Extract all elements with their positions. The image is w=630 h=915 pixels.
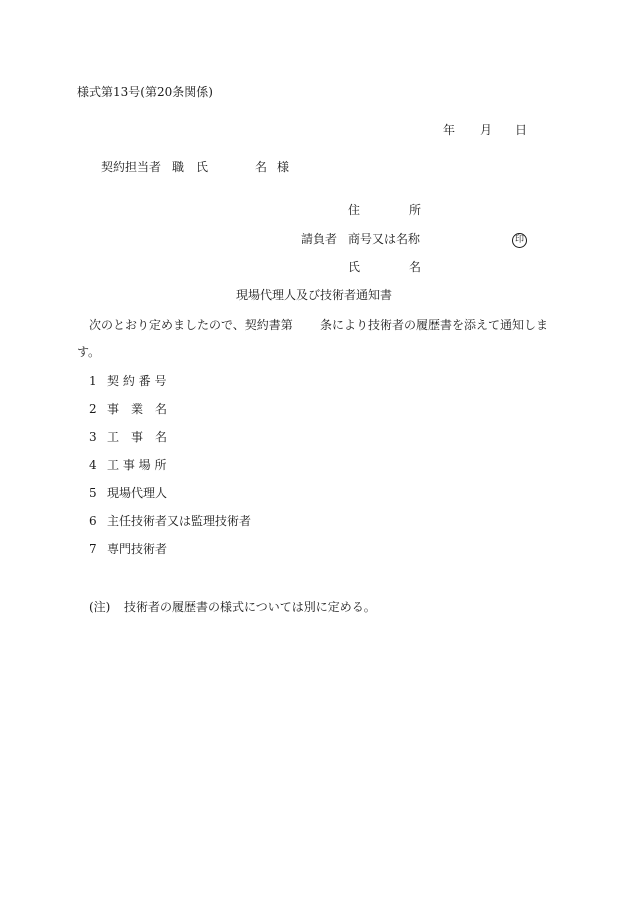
address-label-a: 住 — [348, 203, 361, 217]
body-line2: す。 — [77, 345, 101, 359]
date-year-label: 年 — [443, 123, 456, 137]
name-label-b: 名 — [409, 260, 422, 274]
addressee-mei: 名 — [255, 160, 268, 174]
document-title: 現場代理人及び技術者通知書 — [236, 288, 393, 302]
trade-name-label: 商号又は名称 — [348, 232, 421, 246]
body-line1-a: 次のとおり定めましたので、契約書第 — [89, 318, 293, 332]
list-item-label: 専門技術者 — [107, 542, 168, 556]
note-text: 技術者の履歴書の様式については別に定める。 — [124, 600, 376, 614]
list-item-label: 主任技術者又は監理技術者 — [107, 514, 252, 528]
note-mark: (注) — [89, 600, 111, 614]
list-item-number: 1 — [89, 374, 97, 388]
list-item-number: 3 — [89, 430, 97, 444]
addressee-honorific: 様 — [277, 160, 290, 174]
addressee-role: 契約担当者 — [101, 160, 162, 174]
date-month-label: 月 — [480, 123, 493, 137]
contractor-label: 請負者 — [301, 232, 338, 246]
list-item-label: 事 業 名 — [107, 402, 168, 416]
list-item-number: 2 — [89, 402, 97, 416]
list-item-label: 契 約 番 号 — [107, 374, 167, 388]
list-item-number: 6 — [89, 514, 97, 528]
list-item-label: 工 事 名 — [107, 430, 168, 444]
list-item-number: 7 — [89, 542, 97, 556]
addressee-shi: 氏 — [196, 160, 209, 174]
address-label-b: 所 — [409, 203, 422, 217]
date-day-label: 日 — [515, 123, 528, 137]
list-item-label: 現場代理人 — [107, 486, 168, 500]
list-item-number: 4 — [89, 458, 97, 472]
list-item-label: 工 事 場 所 — [107, 458, 167, 472]
seal-mark: 印 — [512, 233, 527, 248]
body-line1-b: 条により技術者の履歴書を添えて通知しま — [320, 318, 549, 332]
name-label-a: 氏 — [348, 260, 361, 274]
addressee-title: 職 — [172, 160, 185, 174]
list-item-number: 5 — [89, 486, 97, 500]
form-number: 様式第13号(第20条関係) — [77, 85, 213, 99]
seal-mark-icon — [512, 231, 527, 248]
